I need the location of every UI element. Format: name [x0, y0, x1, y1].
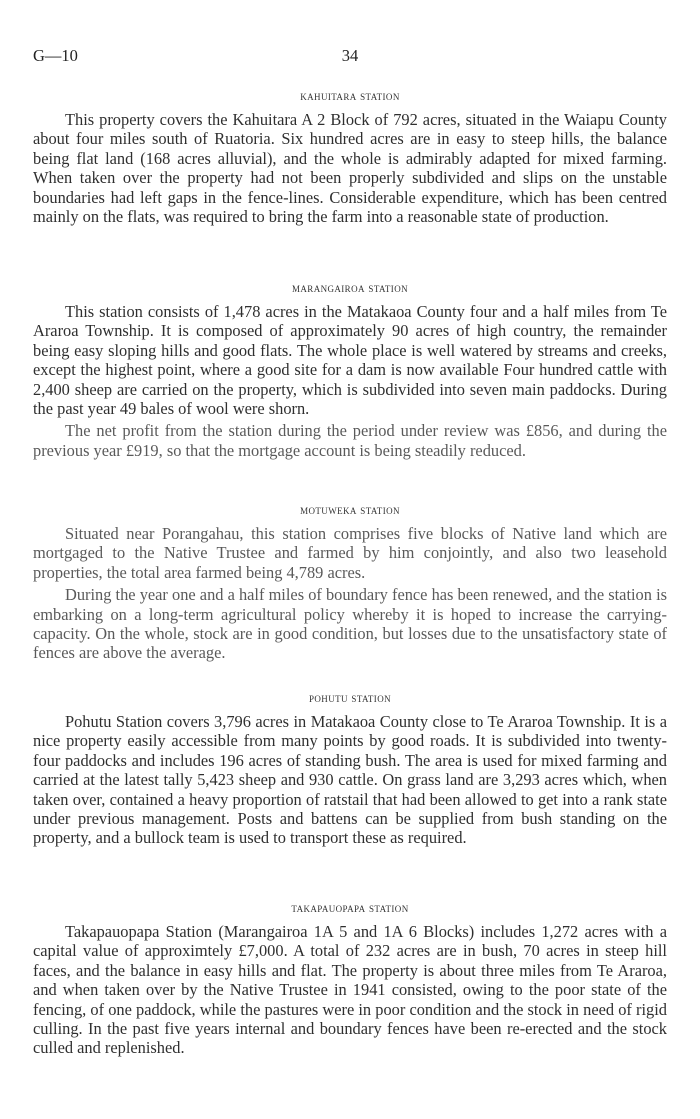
section-kahuitara-station: [33, 88, 667, 226]
page-header: [33, 46, 667, 70]
section-paragraph: Pohutu Station covers 3,796 acres in Matakaoa County close to Te Araroa Township. It is a nice property easily accessible from many points by good roads. It is subdivided into twenty-four paddocks and includes 196 acres of standing bush. The area is used for mixed farming and carried at the latest tally 5,423 sheep and 930 cattle. On grass land are 3,293 acres which, when taken over, contained a heavy proportion of ratstail that had been allowed to get into a rank state under previous management. Posts and battens can be supplied from bush standing on the property, and a bullock team is used to transport these as required.: [33, 712, 667, 848]
section-heading: kahuitara station: [300, 89, 400, 103]
section-marangairoa-station: [33, 280, 667, 460]
page-number: 34: [341, 46, 359, 65]
section-motuweka-station: [33, 502, 667, 663]
section-paragraph: This station consists of 1,478 acres in the Matakaoa County four and a half miles from Te Araroa Township. It is composed of approximately 90 acres of high country, the remainder being easy sloping hills and good flats. The whole place is well watered by streams and creeks, except the highest point, where a good site for a dam is now available Four hundred cattle with 2,400 sheep are carried on the property, which is subdivided into seven main paddocks. During the past year 49 bales of wool were shorn.: [33, 302, 667, 419]
section-paragraph: This property covers the Kahuitara A 2 Block of 792 acres, situated in the Waiapu County about four miles south of Ruatoria. Six hundred acres are in easy to steep hills, the balance being flat land (168 acres alluvial), and the whole is admirably adapted for mixed farming. When taken over the property had not been properly subdivided and slips on the unstable boundaries had left gaps in the fence-lines. Considerable expenditure, which has been centred mainly on the flats, was required to bring the farm into a reasonable state of production.: [33, 110, 667, 227]
section-heading: takapauopapa station: [291, 901, 409, 915]
section-paragraph: During the year one and a half miles of boundary fence has been renewed, and the station is embarking on a long-term agricultural policy whereby it is hoped to increase the carrying-capacity. On the whole, stock are in good condition, but losses due to the unsatisfactory state of fences are above the average.: [33, 585, 667, 663]
section-heading: motuweka station: [300, 503, 400, 517]
section-paragraph: The net profit from the station during the period under review was £856, and during the previous year £919, so that the mortgage account is being steadily reduced.: [33, 421, 667, 460]
series-reference: G—10: [33, 46, 78, 65]
section-takapauopapa-station: [33, 900, 667, 1058]
section-pohutu-station: [33, 690, 667, 848]
section-heading: pohutu station: [308, 691, 391, 705]
section-heading: marangairoa station: [291, 281, 408, 295]
section-paragraph: Situated near Porangahau, this station comprises five blocks of Native land which are mortgaged to the Native Trustee and farmed by him conjointly, and also two leasehold properties, the total area farmed being 4,789 acres.: [33, 524, 667, 582]
section-paragraph: Takapauopapa Station (Marangairoa 1A 5 and 1A 6 Blocks) includes 1,272 acres with a capital value of approximtely £7,000. A total of 232 acres are in bush, 70 acres in steep hill faces, and the balance in easy hills and flat. The property is about three miles from Te Araroa, and when taken over by the Native Trustee in 1941 consisted, owing to the poor state of the fencing, of one paddock, while the pastures were in poor condition and the stock in need of rigid culling. In the past five years internal and boundary fences have been re-erected and the stock culled and replenished.: [33, 922, 667, 1058]
document-page: [33, 0, 667, 1119]
